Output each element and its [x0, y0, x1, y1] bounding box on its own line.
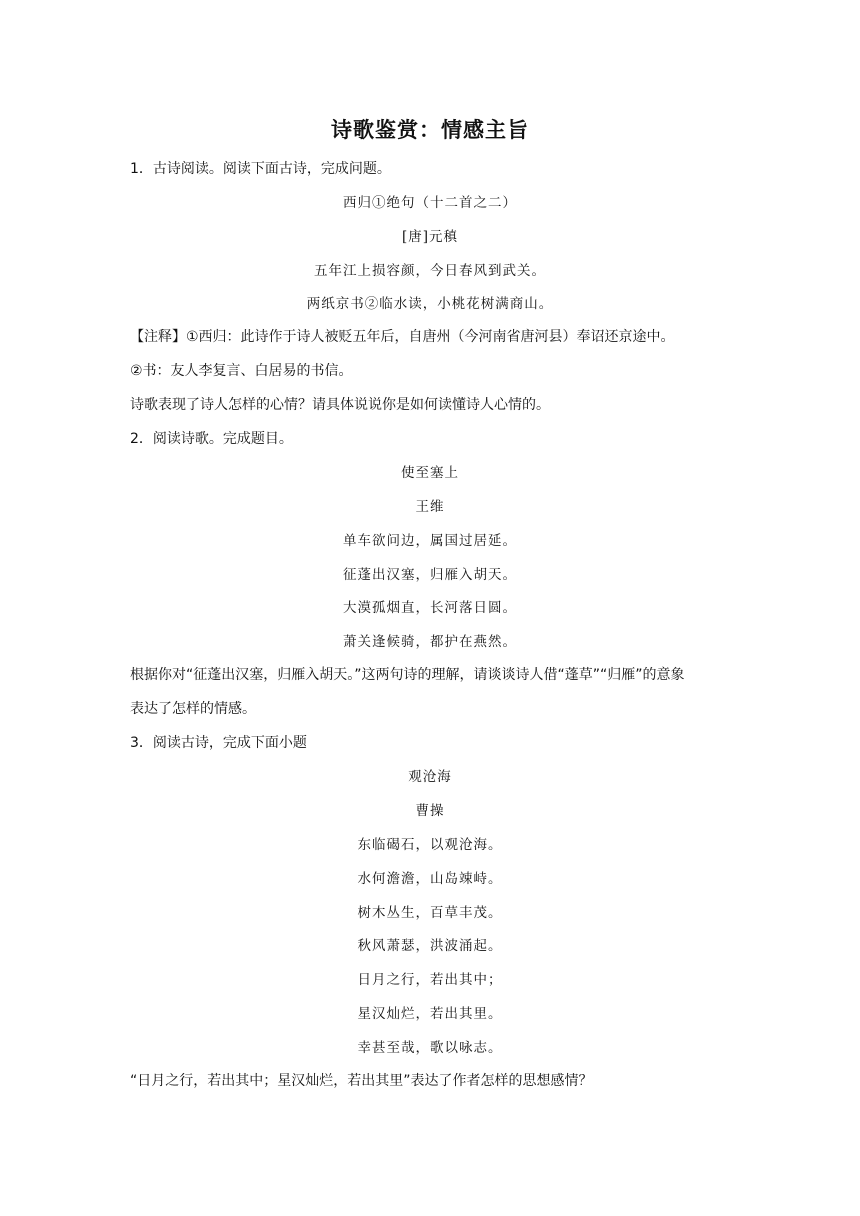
q3-poem-line: 日月之行，若出其中； — [357, 972, 503, 988]
q3-author: 曹操 — [415, 803, 445, 819]
q1-poem-line: 五年江上损容颜，今日春风到武关。 — [314, 263, 546, 279]
q2-poem-title: 使至塞上 — [401, 465, 459, 481]
q2-intro: 2．阅读诗歌。完成题目。 — [130, 431, 293, 447]
q1-poem-title: 西归①绝句（十二首之二） — [343, 195, 517, 211]
q1-author: [唐]元稹 — [401, 229, 459, 245]
q3-poem-line: 东临碣石，以观沧海。 — [357, 837, 503, 853]
q1-note1: 【注释】①西归：此诗作于诗人被贬五年后，自唐州（今河南省唐河县）奉诏还京途中。 — [130, 329, 675, 345]
q2-author: 王维 — [415, 499, 445, 515]
q1-intro: 1．古诗阅读。阅读下面古诗，完成问题。 — [130, 161, 391, 177]
q3-poem-line: 星汉灿烂，若出其里。 — [357, 1006, 503, 1022]
q3-poem-line: 水何澹澹，山岛竦峙。 — [357, 871, 503, 887]
q3-poem-title: 观沧海 — [408, 769, 452, 785]
q2-poem-line: 征蓬出汉塞，归雁入胡天。 — [343, 567, 517, 583]
page-title: 诗歌鉴赏：情感主旨 — [331, 118, 529, 142]
q3-poem-line: 秋风萧瑟，洪波涌起。 — [357, 938, 503, 954]
q1-question: 诗歌表现了诗人怎样的心情？请具体说说你是如何读懂诗人心情的。 — [130, 397, 550, 413]
q3-intro: 3．阅读古诗，完成下面小题 — [130, 735, 307, 751]
q1-note2: ②书：友人李复言、白居易的书信。 — [130, 363, 353, 379]
q3-question: “日月之行，若出其中；星汉灿烂，若出其里”表达了作者怎样的思想感情？ — [130, 1073, 593, 1089]
q2-question-cont: 表达了怎样的情感。 — [130, 701, 256, 717]
q2-poem-line: 单车欲问边，属国过居延。 — [343, 533, 517, 549]
q2-question: 根据你对“征蓬出汉塞，归雁入胡天。”这两句诗的理解，请谈谈诗人借“蓬草”“归雁”的意象 — [130, 667, 685, 683]
q2-poem-line: 大漠孤烟直，长河落日圆。 — [343, 600, 517, 616]
q3-poem-line: 幸甚至哉，歌以咏志。 — [357, 1040, 503, 1056]
q2-poem-line: 萧关逢候骑，都护在燕然。 — [343, 634, 517, 650]
q1-poem-line: 两纸京书②临水读，小桃花树满商山。 — [306, 296, 554, 312]
q3-poem-line: 树木丛生，百草丰茂。 — [357, 905, 503, 921]
